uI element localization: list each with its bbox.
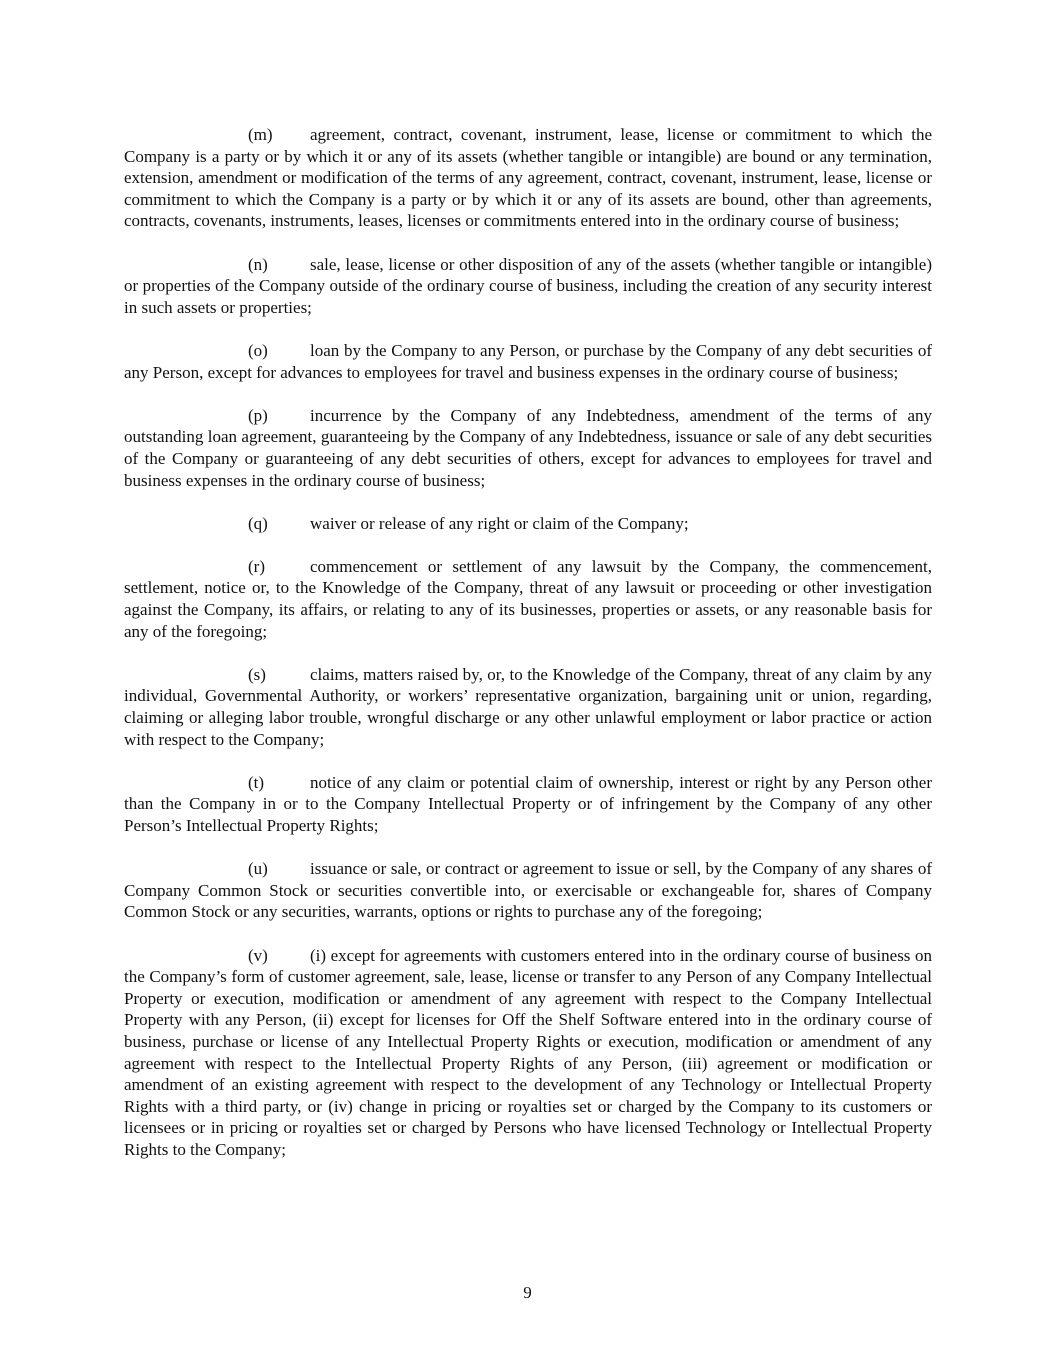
clause-text: loan by the Company to any Person, or purchase by the Company of any debt securities of any Person, except for advances to employees for travel and business expenses in the ordinary course of business;	[124, 340, 932, 382]
clause-s	[124, 664, 932, 750]
clause-r	[124, 556, 932, 642]
clause-label: (r)	[248, 556, 265, 576]
clause-m	[124, 124, 932, 232]
clause-text: claims, matters raised by, or, to the Knowledge of the Company, threat of any claim by any individual, Governmental Authority, or workers’ representative organization, bargaining unit or union, regarding, claiming or alleging labor trouble, wrongful discharge or any other unlawful employment or labor practice or action with respect to the Company;	[124, 664, 932, 749]
clause-label: (o)	[248, 340, 268, 360]
clause-label: (s)	[248, 664, 266, 684]
clause-label: (n)	[248, 254, 268, 274]
clause-q	[124, 513, 932, 535]
clause-text: commencement or settlement of any lawsuit by the Company, the commencement, settlement, notice or, to the Knowledge of the Company, threat of any lawsuit or proceeding or other investigation against the Company, its affairs, or relating to any of its businesses, properties or assets, or any reasonable basis for any of the foregoing;	[124, 556, 932, 641]
clause-label: (v)	[248, 945, 268, 965]
document-body	[124, 124, 932, 1182]
clause-label: (u)	[248, 859, 268, 879]
clause-text: (i) except for agreements with customers entered into in the ordinary course of business on the Company’s form of customer agreement, sale, lease, license or transfer to any Person of any Company Intellectual Property or execution, modification or amendment of any agreement with respect to the Company Intellectual Property with any Person, (ii) except for licenses for Off the Shelf Software entered into in the ordinary course of business, purchase or license of any Intellectual Property Rights or execution, modification or amendment of any agreement with respect to the Intellectual Property Rights of any Person, (iii) agreement or modification or amendment of an existing agreement with respect to the development of any Technology or Intellectual Property Rights with a third party, or (iv) change in pricing or royalties set or charged by the Company to its customers or licensees or in pricing or royalties set or charged by Persons who have licensed Technology or Intellectual Property Rights to the Company;	[124, 945, 932, 1159]
clause-label: (m)	[248, 125, 273, 144]
clause-label: (t)	[248, 772, 265, 792]
clause-text: waiver or release of any right or claim of the Company;	[310, 513, 689, 533]
clause-p	[124, 405, 932, 491]
clause-n	[124, 254, 932, 319]
clause-text: sale, lease, license or other disposition of any of the assets (whether tangible or intangible) or properties of the Company outside of the ordinary course of business, including the creation of any security interest in such assets or properties;	[124, 254, 932, 317]
clause-t	[124, 772, 932, 837]
clause-text: agreement, contract, covenant, instrument, lease, license or commitment to which the Company is a party or by which it or any of its assets (whether tangible or intangible) are bound or any termination, extension, amendment or modification of the terms of any agreement, contract, covenant, instrument, lease, license or commitment to which the Company is a party or by which it or any of its assets are bound, other than agreements, contracts, covenants, instruments, leases, licenses or commitments entered into in the ordinary course of business;	[124, 125, 932, 231]
clause-label: (p)	[248, 405, 268, 425]
clause-v	[124, 945, 932, 1161]
clause-text: issuance or sale, or contract or agreement to issue or sell, by the Company of any shares of Company Common Stock or securities convertible into, or exercisable or exchangeable for, shares of Company Common Stock or any securities, warrants, options or rights to purchase any of the foregoing;	[124, 859, 932, 922]
page-number: 9	[523, 1283, 532, 1302]
clause-u	[124, 858, 932, 923]
clause-text: incurrence by the Company of any Indebtedness, amendment of the terms of any outstanding loan agreement, guaranteeing by the Company of any Indebtedness, issuance or sale of any debt securities of the Company or guaranteeing of any debt securities of others, except for advances to employees for travel and business expenses in the ordinary course of business;	[124, 405, 932, 490]
clause-label: (q)	[248, 513, 268, 533]
clause-o	[124, 340, 932, 383]
clause-text: notice of any claim or potential claim of ownership, interest or right by any Person other than the Company in or to the Company Intellectual Property or of infringement by the Company of any other Person’s Intellectual Property Rights;	[124, 772, 932, 835]
